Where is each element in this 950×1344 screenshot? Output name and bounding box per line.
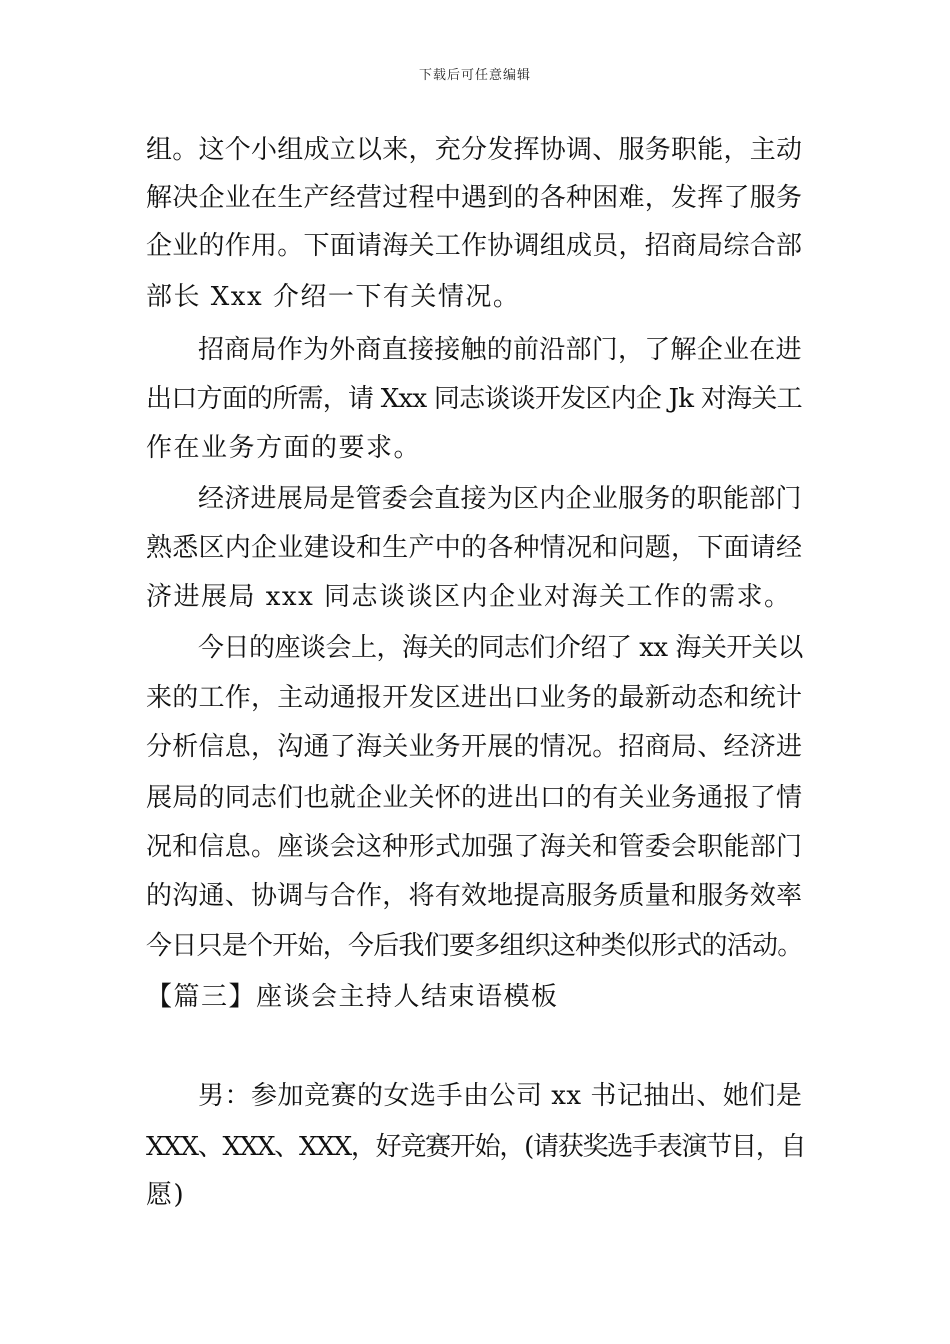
page-header: 下载后可任意编辑 (418, 68, 531, 83)
text-line: 今日只是个开始，今后我们要多组织这种类似形式的活动。 (146, 931, 803, 961)
text-line: 来的工作，主动通报开发区进出口业务的最新动态和统计 (146, 683, 803, 713)
text-line: 作在业务方面的要求。 (146, 433, 422, 463)
section-heading: 【篇三】座谈会主持人结束语模板 (146, 982, 559, 1012)
text-line: 经济进展局是管委会直接为区内企业服务的职能部门 (198, 484, 802, 514)
text-line: XXX、XXX、XXX，好竞赛开始，(请获奖选手表演节目，自 (146, 1132, 806, 1162)
text-line: 分析信息，沟通了海关业务开展的情况。招商局、经济进 (146, 732, 803, 762)
text-line: 男：参加竞赛的女选手由公司 xx 书记抽出、她们是 (198, 1081, 803, 1111)
text-line: 组。这个小组成立以来，充分发挥协调、服务职能，主动 (146, 135, 803, 165)
text-line: 招商局作为外商直接接触的前沿部门，了解企业在进 (198, 335, 802, 365)
text-line: 展局的同志们也就企业关怀的进出口的有关业务通报了情 (146, 783, 803, 813)
text-line: 愿) (146, 1180, 186, 1210)
text-line: 出口方面的所需，请 Xxx 同志谈谈开发区内企 Jk 对海关工 (146, 384, 802, 414)
text-line: 熟悉区内企业建设和生产中的各种情况和问题，下面请经 (146, 533, 803, 563)
text-line: 解决企业在生产经营过程中遇到的各种困难，发挥了服务 (146, 183, 803, 213)
text-line: 的沟通、协调与合作，将有效地提高服务质量和服务效率 (146, 881, 803, 911)
text-line: 部长 Xxx 介绍一下有关情况。 (146, 282, 521, 312)
text-line: 济进展局 xxx 同志谈谈区内企业对海关工作的需求。 (146, 582, 792, 612)
text-line: 企业的作用。下面请海关工作协调组成员，招商局综合部 (146, 231, 803, 261)
text-line: 况和信息。座谈会这种形式加强了海关和管委会职能部门 (146, 832, 803, 862)
text-line: 今日的座谈会上，海关的同志们介绍了 xx 海关开关以 (198, 633, 803, 663)
